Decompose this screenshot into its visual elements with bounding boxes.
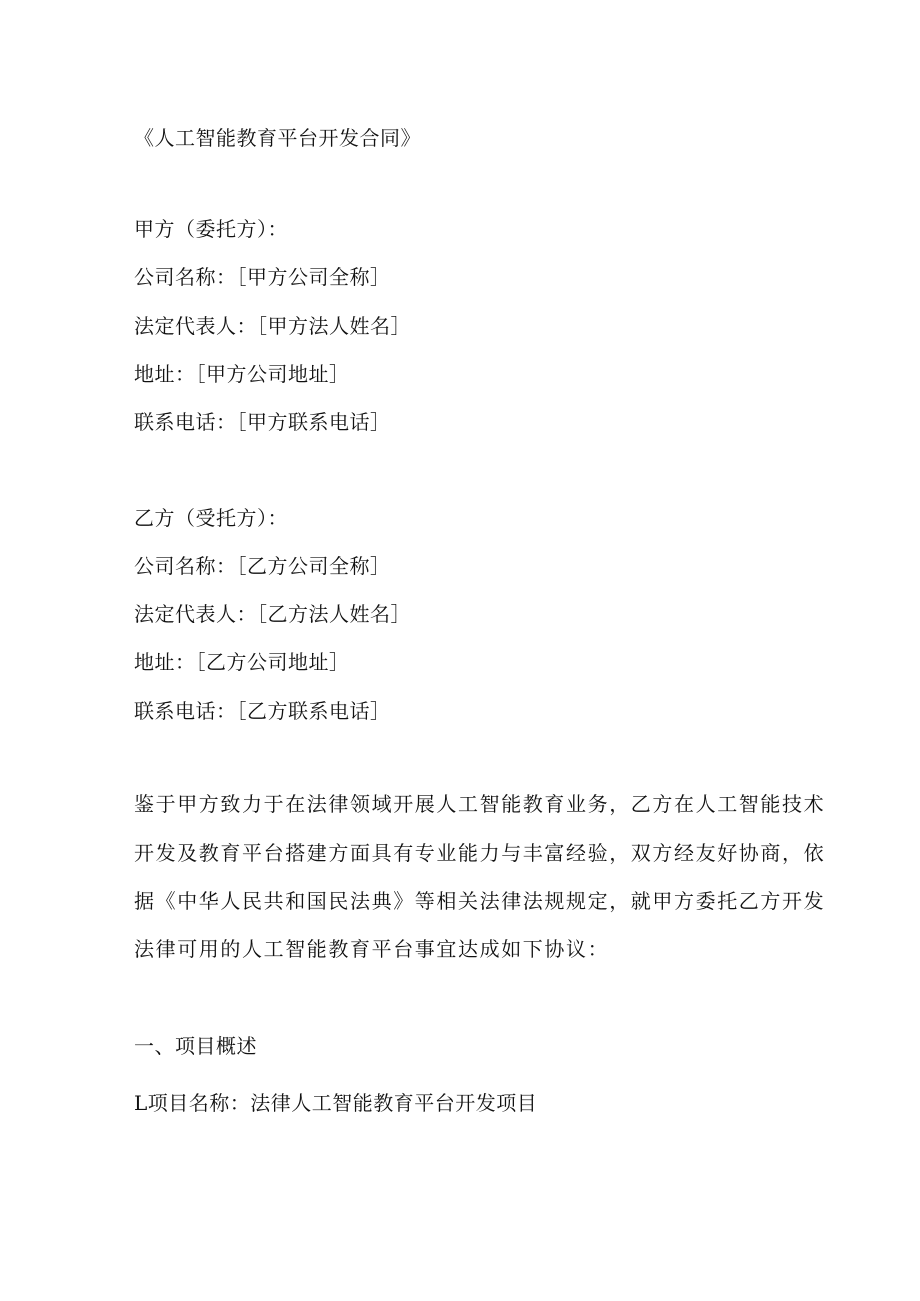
preamble-line: 鉴于甲方致力于在法律领域开展人工智能教育业务，乙方在人工智能技术 [134,792,826,816]
party-b-company: 公司名称：［乙方公司全称］ [134,554,391,578]
party-a-legal-rep: 法定代表人：［甲方法人姓名］ [134,314,411,338]
preamble-line: 据《中华人民共和国民法典》等相关法律法规规定，就甲方委托乙方开发 [134,889,826,913]
party-a-heading: 甲方（委托方）： [134,217,288,241]
party-b-phone: 联系电话：［乙方联系电话］ [134,699,391,723]
section-1-item-1: L项目名称：法律人工智能教育平台开发项目 [134,1091,538,1115]
section-1-heading: 一、项目概述 [134,1034,257,1058]
preamble-line: 法律可用的人工智能教育平台事宜达成如下协议： [134,937,610,961]
party-b-address: 地址：［乙方公司地址］ [134,650,350,674]
party-a-company: 公司名称：［甲方公司全称］ [134,265,391,289]
party-b-legal-rep: 法定代表人：［乙方法人姓名］ [134,602,411,626]
party-b-heading: 乙方（受托方）： [134,506,288,530]
document-title: 《人工智能教育平台开发合同》 [134,126,421,150]
preamble-line: 开发及教育平台搭建方面具有专业能力与丰富经验，双方经友好协商，依 [134,841,826,865]
party-a-address: 地址：［甲方公司地址］ [134,362,350,386]
party-a-phone: 联系电话：［甲方联系电话］ [134,410,391,434]
